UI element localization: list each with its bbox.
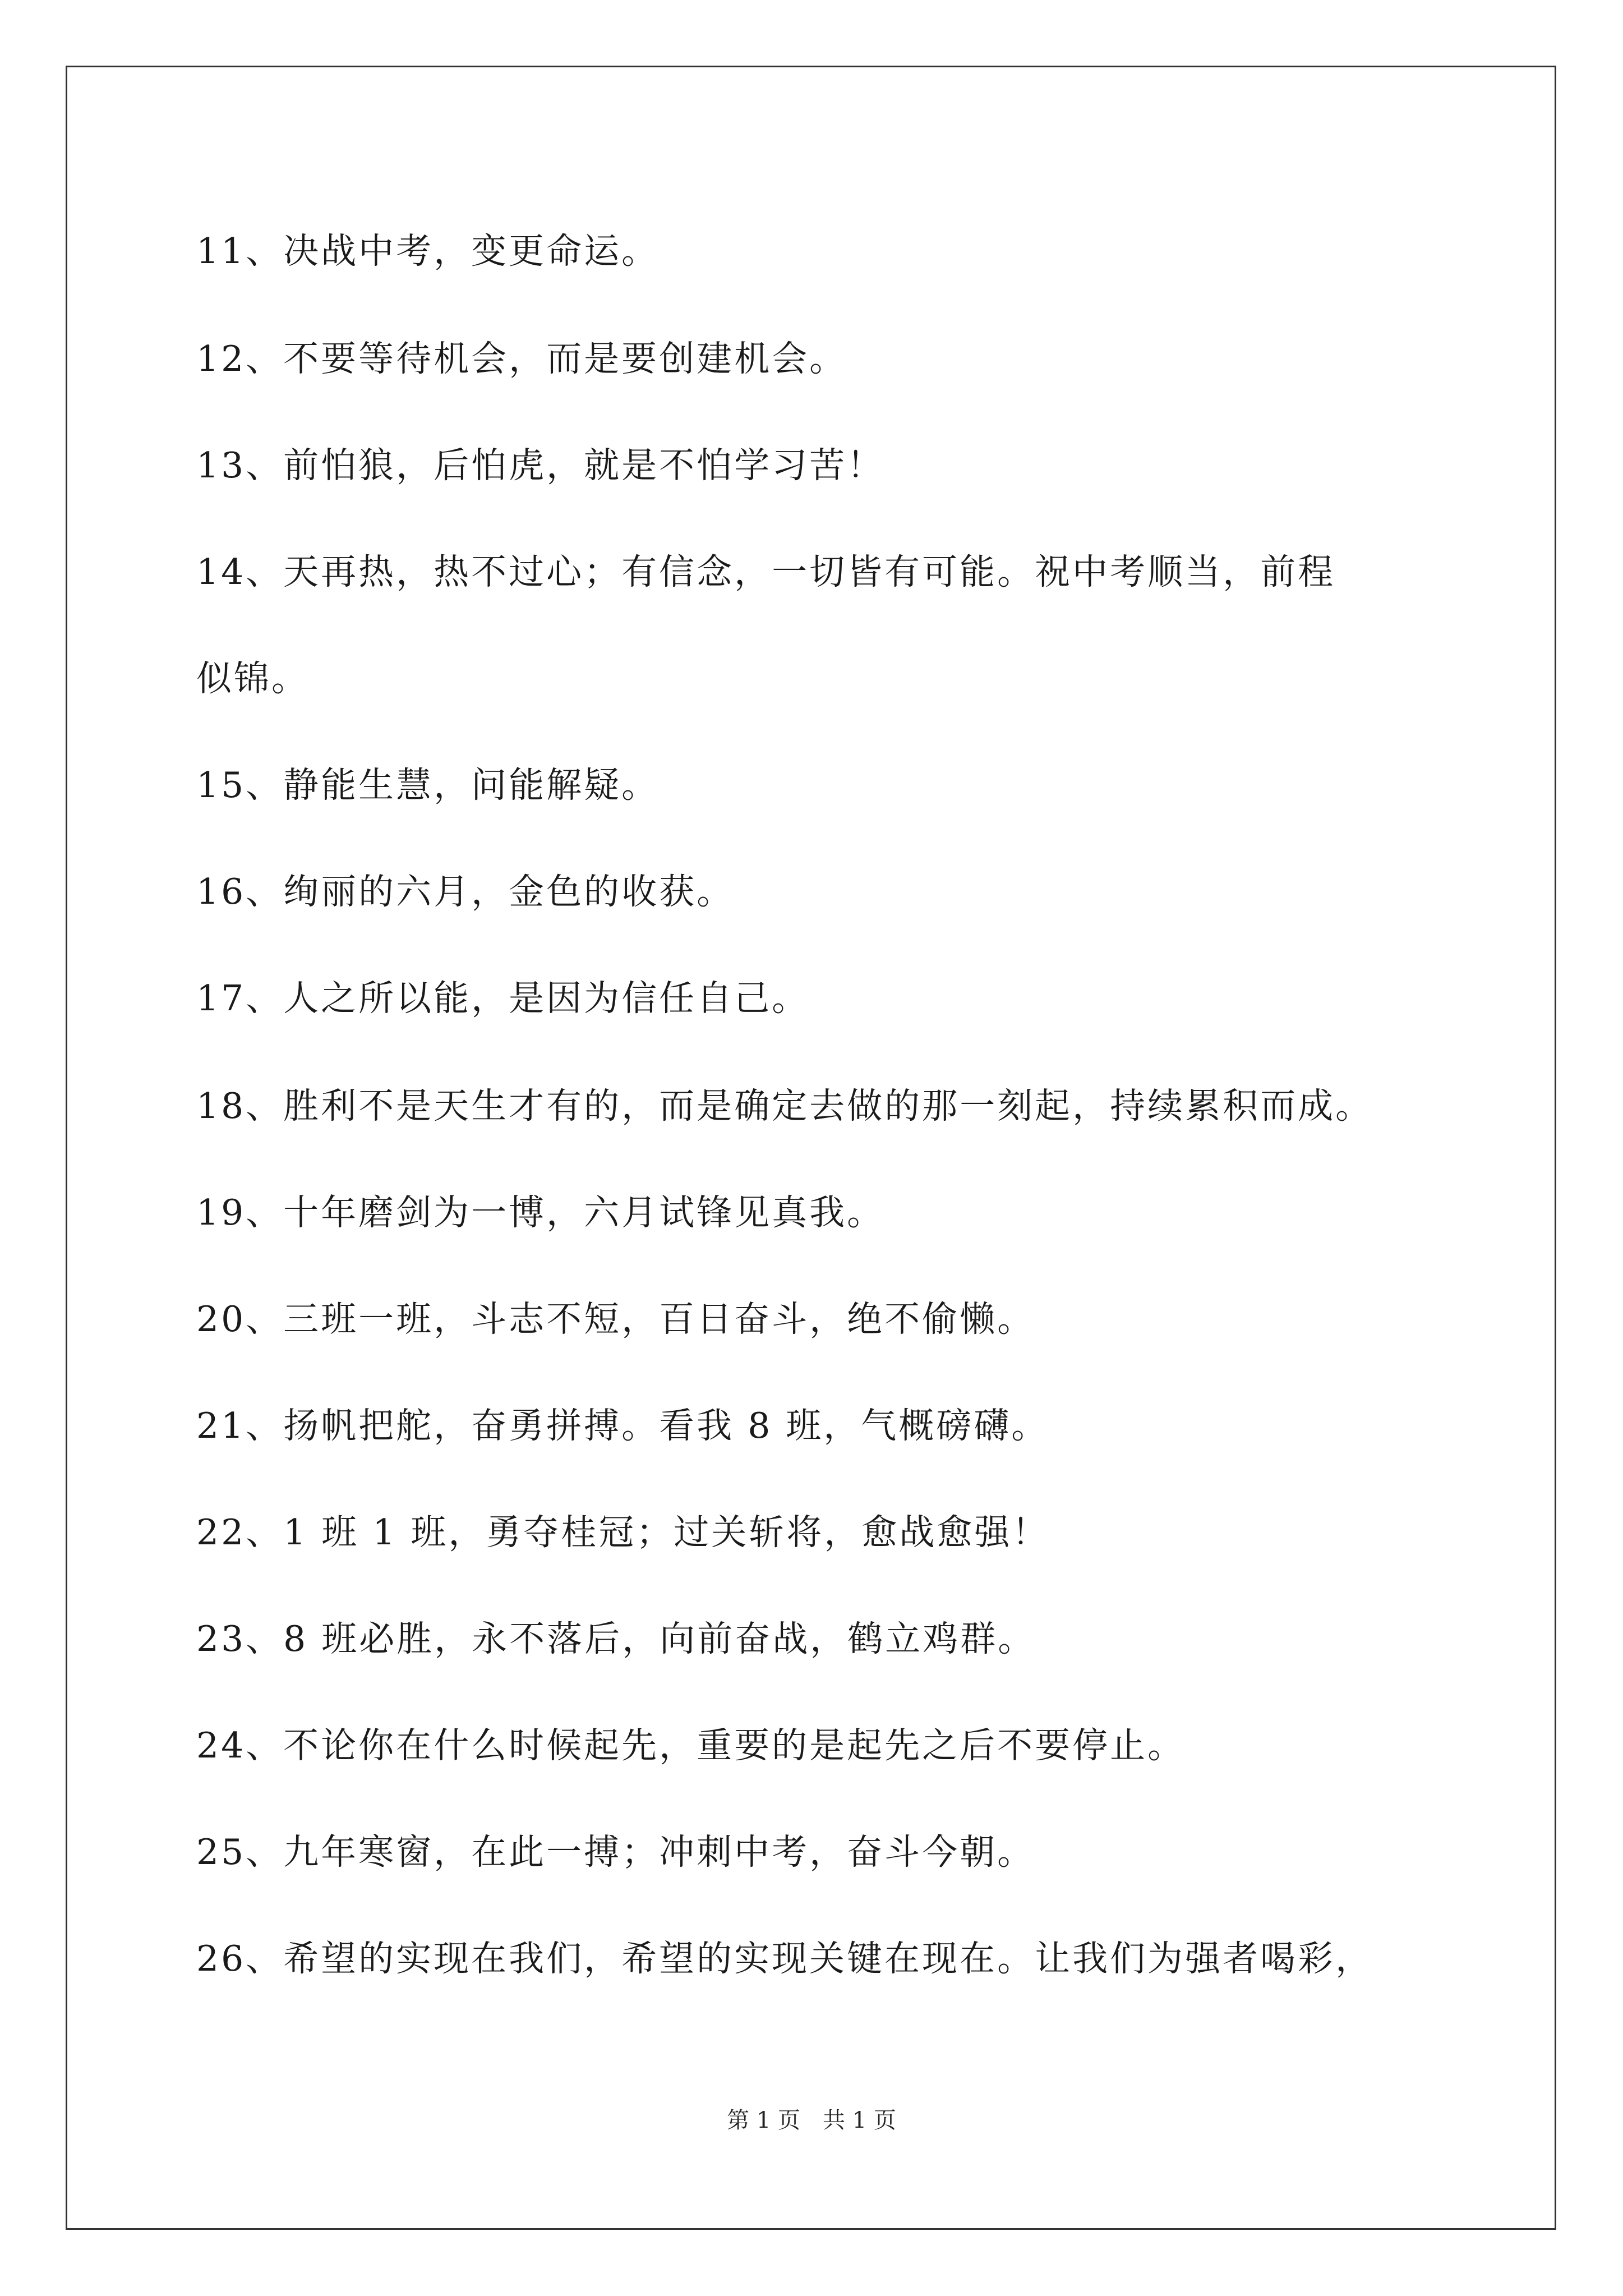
- page-border: [66, 66, 1556, 2230]
- text-line: 12、不要等待机会，而是要创建机会。: [196, 338, 847, 379]
- text-line: 22、1 班 1 班，勇夺桂冠；过关斩将，愈战愈强！: [196, 1512, 1050, 1553]
- text-line: 23、8 班必胜，永不落后，向前奋战，鹤立鸡群。: [196, 1618, 1036, 1659]
- text-line: 21、扬帆把舵，奋勇拼搏。看我 8 班，气概磅礴。: [196, 1405, 1049, 1446]
- text-line: 26、希望的实现在我们，希望的实现关键在现在。让我们为强者喝彩，: [196, 1938, 1373, 1979]
- text-line: 24、不论你在什么时候起先，重要的是起先之后不要停止。: [196, 1725, 1186, 1766]
- text-line: 19、十年磨剑为一博，六月试锋见真我。: [196, 1192, 885, 1233]
- page-number: 第 1 页 共 1 页: [727, 2108, 896, 2133]
- text-line: 16、绚丽的六月，金色的收获。: [196, 871, 735, 912]
- text-line: 14、天再热，热不过心；有信念，一切皆有可能。祝中考顺当，前程: [196, 551, 1336, 592]
- text-line: 17、人之所以能，是因为信任自己。: [196, 978, 810, 1019]
- text-line: 13、前怕狼，后怕虎，就是不怕学习苦！: [196, 445, 885, 486]
- text-line: 似锦。: [196, 658, 309, 699]
- text-line: 18、胜利不是天生才有的，而是确定去做的那一刻起，持续累积而成。: [196, 1085, 1373, 1126]
- text-line: 20、三班一班，斗志不短，百日奋斗，绝不偷懒。: [196, 1299, 1035, 1340]
- text-line: 11、决战中考，变更命运。: [196, 231, 660, 272]
- text-line: 25、九年寒窗，在此一搏；冲刺中考，奋斗今朝。: [196, 1832, 1035, 1872]
- text-line: 15、静能生慧，问能解疑。: [196, 765, 660, 806]
